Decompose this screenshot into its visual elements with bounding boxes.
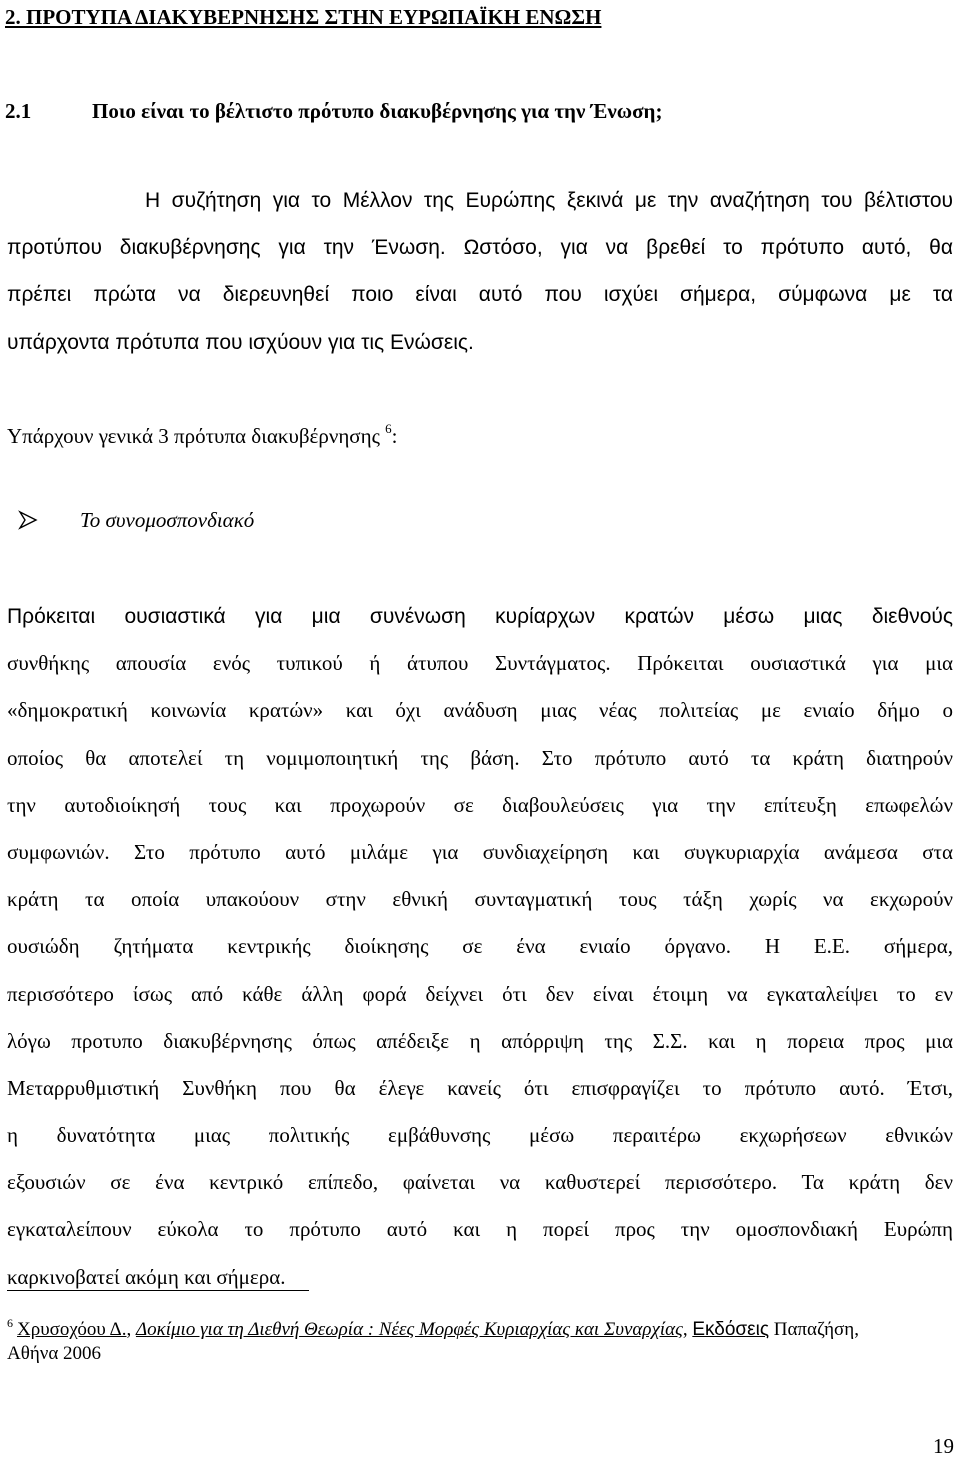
arrowhead-bullet-icon — [18, 510, 38, 530]
paragraph-line: Η συζήτηση για το Μέλλον της Ευρώπης ξεκινά με την αναζήτηση του βέλτιστου — [7, 189, 953, 212]
footnote-sep: , — [126, 1319, 136, 1340]
paragraph-line: συνθήκης απουσία ενός τυπικού ή άτυπου Συντάγματος. Πρόκειται ουσιαστικά για μια — [7, 651, 953, 676]
section-title: Ποιο είναι το βέλτιστο πρότυπο διακυβέρνησης για την Ένωση; — [92, 99, 663, 123]
footnote — [7, 1311, 907, 1366]
paragraph-line: οποίος θα αποτελεί τη νομιμοποιητική της βάση. Στο πρότυπο αυτό τα κράτη διατηρούν — [7, 745, 953, 770]
main-paragraph — [7, 593, 953, 1301]
paragraph-line: η δυνατότητα μιας πολιτικής εμβάθυνσης μέσω περαιτέρω εκχωρήσεων εθνικών — [7, 1123, 953, 1148]
bullet-label: Το συνομοσπονδιακό — [80, 508, 255, 532]
paragraph-line: ουσιώδη ζητήματα κεντρικής διοίκησης σε ένα ενιαίο όργανο. Η Ε.Ε. σήμερα, — [7, 934, 953, 959]
footnote-sep: , — [682, 1319, 693, 1340]
paragraph-line: περισσότερο ίσως από κάθε άλλη φορά δείχνει ότι δεν είναι έτοιμη να εγκαταλείψει το εν — [7, 981, 953, 1006]
paragraph-line: υπάρχοντα πρότυπα που ισχύουν για τις Ενώσεις. — [7, 330, 474, 354]
footnote-separator — [7, 1290, 309, 1291]
paragraph-line: καρκινοβατεί ακόμη και σήμερα. — [7, 1264, 286, 1289]
paragraph-line: συμφωνιών. Στο πρότυπο αυτό μιλάμε για συνδιαχείρηση και συγκυριαρχία ανάμεσα στα — [7, 839, 953, 864]
paragraph-line: «δημοκρατική κοινωνία κρατών» και όχι ανάδυση μιας νέας πολιτείας με ενιαίο δήμο ο — [7, 698, 953, 723]
chapter-heading: 2. ΠΡΟΤΥΠΑ ΔΙΑΚΥΒΕΡΝΗΣΗΣ ΣΤΗΝ ΕΥΡΩΠΑΪΚΗ ΕΝΩΣΗ — [5, 5, 602, 29]
intro-paragraph — [7, 177, 953, 366]
section-number: 2.1 — [5, 99, 32, 123]
paragraph-line: εγκαταλείπουν εύκολα το πρότυπο αυτό και η πορεί προς την ομοσπονδιακή Ευρώπη — [7, 1217, 953, 1242]
models-intro — [7, 414, 398, 451]
paragraph-line: προτύπου διακυβέρνησης για την Ένωση. Ωστόσο, για να βρεθεί το πρότυπο αυτό, θα — [7, 236, 953, 260]
section-heading — [5, 96, 662, 126]
models-intro-suffix: : — [391, 424, 398, 448]
paragraph-line: λόγω προτυπο διακυβέρνησης όπως απέδειξε η απόρριψη της Σ.Σ. και η πορεια προς μια — [7, 1028, 953, 1053]
footnote-ref: 6 — [385, 421, 392, 436]
footnote-number: 6 — [7, 1316, 13, 1330]
footnote-rest: Παπαζήση, Αθήνα 2006 — [7, 1319, 859, 1364]
paragraph-line: εξουσιών σε ένα κεντρικό επίπεδο, φαίνεται να καθυστερεί περισσότερο. Τα κράτη δεν — [7, 1170, 953, 1195]
paragraph-line: κράτη τα οποία υπακούουν στην εθνική συνταγματική τους τάξη χωρίς να εκχωρούν — [7, 887, 953, 912]
models-intro-text: Υπάρχουν γενικά 3 πρότυπα διακυβέρνησης — [7, 424, 386, 448]
paragraph-line: πρέπει πρώτα να διερευνηθεί ποιο είναι αυτό που ισχύει σήμερα, σύμφωνα με τα — [7, 283, 953, 307]
footnote-author: Χρυσοχόου Δ. — [17, 1319, 127, 1340]
page-number: 19 — [933, 1434, 954, 1458]
bullet-item — [18, 505, 254, 535]
footnote-publisher: Εκδόσεις — [692, 1319, 769, 1340]
paragraph-line: την αυτοδιοίκησή τους και προχωρούν σε διαβουλεύσεις για την επίτευξη επωφελών — [7, 792, 953, 817]
paragraph-line: Μεταρρυθμιστική Συνθήκη που θα έλεγε κανείς ότι επισφραγίζει το πρότυπο αυτό. Έτσι, — [7, 1075, 953, 1100]
paragraph-line: Πρόκειται ουσιαστικά για μια συνένωση κυρίαρχων κρατών μέσω μιας διεθνούς — [7, 605, 953, 628]
footnote-title: Δοκίμιο για τη Διεθνή Θεωρία : Νέες Μορφές Κυριαρχίας και Συναρχίας — [135, 1319, 683, 1340]
